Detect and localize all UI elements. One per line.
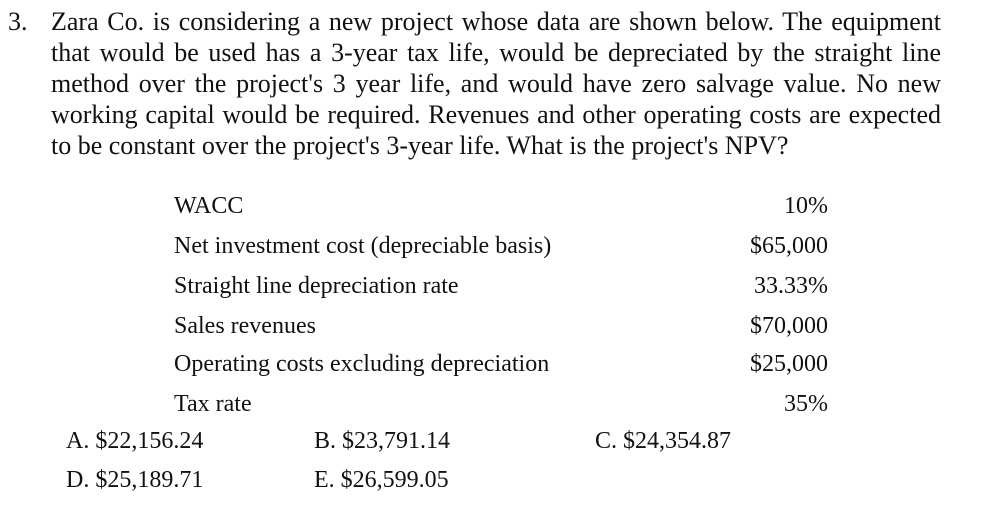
- data-value: $25,000: [750, 351, 828, 377]
- data-row-tax-rate: [174, 386, 828, 422]
- data-row-wacc: [174, 188, 828, 224]
- data-label: Operating costs excluding depreciation: [174, 351, 550, 377]
- choice-a[interactable]: A. $22,156.24: [66, 428, 204, 454]
- data-value: 33.33%: [754, 273, 828, 299]
- data-row-depreciation-rate: [174, 268, 828, 304]
- data-row-operating-costs: [174, 346, 828, 382]
- choice-b[interactable]: B. $23,791.14: [314, 428, 451, 454]
- data-value: 10%: [784, 193, 828, 219]
- question-stem: Zara Co. is considering a new project whose data are shown below. The equipment that would be used has a 3-year tax life, would be depreciated by the straight line method over the project's 3 year life, and would have zero salvage value. No new working capital would be required. Revenues and other operating costs are expected to be constant over the project's 3-year life. What is the project's NPV?: [51, 7, 941, 160]
- data-value: $70,000: [750, 313, 828, 339]
- data-label: WACC: [174, 193, 244, 219]
- data-value: $65,000: [750, 233, 828, 259]
- data-label: Sales revenues: [174, 313, 316, 339]
- question-number: 3.: [8, 7, 28, 36]
- data-value: 35%: [784, 391, 828, 417]
- choice-d[interactable]: D. $25,189.71: [66, 467, 204, 493]
- data-row-sales-revenues: [174, 308, 828, 344]
- data-label: Net investment cost (depreciable basis): [174, 233, 552, 259]
- data-label: Straight line depreciation rate: [174, 273, 459, 299]
- choice-c[interactable]: C. $24,354.87: [595, 428, 732, 454]
- data-label: Tax rate: [174, 391, 252, 417]
- choice-e[interactable]: E. $26,599.05: [314, 467, 449, 493]
- data-row-net-investment: [174, 228, 828, 264]
